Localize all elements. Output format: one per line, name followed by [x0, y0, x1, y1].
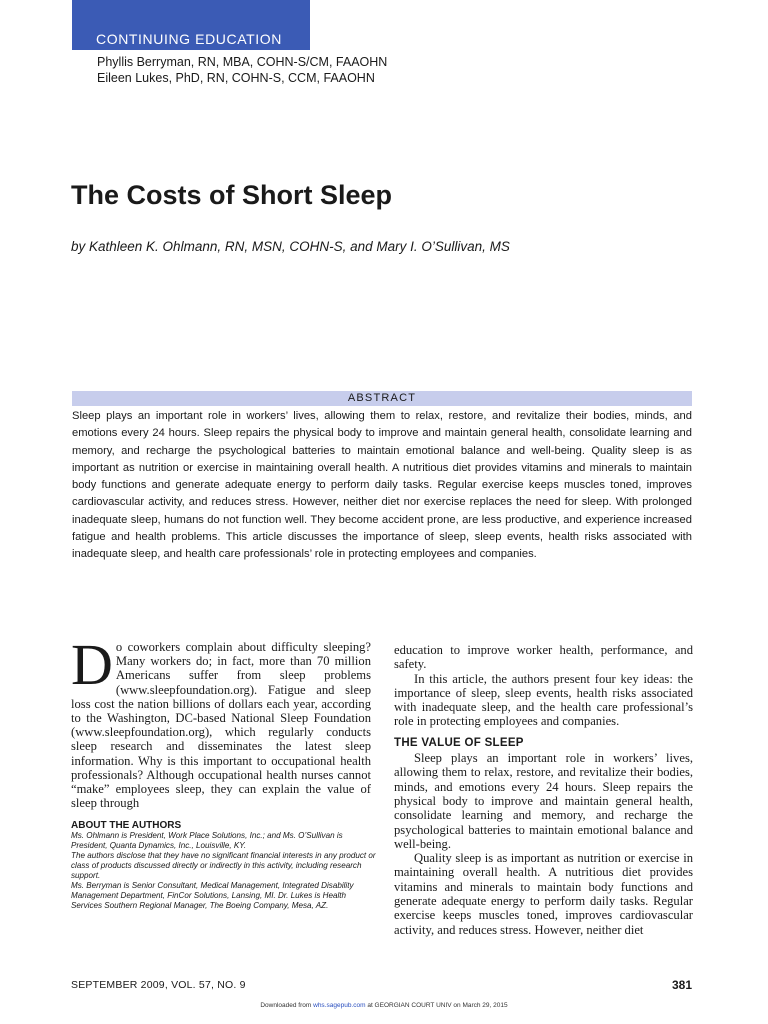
section-heading-value-of-sleep: THE VALUE OF SLEEP	[394, 736, 524, 749]
intro-paragraph: o coworkers complain about difficulty sleeping? Many workers do; in fact, more than 70 million Americans suffer from sleep problems (www.sleepfoundation.org). Fatigue and sleep loss cost the nation billions of dollars each year, according to the Washington, DC-based National Sleep Foundation (www.sleepfoundation.org), which regularly conducts sleep research and disseminates the latest sleep information. Why is this important to occupational health professionals? Although occupational health nurses cannot “make” employees sleep, they can explain the value of sleep through	[71, 640, 371, 811]
download-link[interactable]: whs.sagepub.com	[313, 1002, 366, 1009]
download-note	[0, 1002, 768, 1009]
author-note: The authors disclose that they have no significant financial interests in any product or class of products discussed directly or indirectly in this activity, including research support.	[71, 851, 376, 880]
author-note: Ms. Ohlmann is President, Work Place Solutions, Inc.; and Ms. O’Sullivan is President, Quanta Dynamics, Inc., Louisville, KY.	[71, 831, 343, 850]
download-prefix: Downloaded from	[260, 1002, 312, 1009]
section-label: CONTINUING EDUCATION	[96, 31, 282, 47]
author-note: Ms. Berryman is Senior Consultant, Medical Management, Integrated Disability Management Department, FinCor Solutions, Lansing, MI. Dr. Lukes is Health Services Southern Regional Manager, The Boeing Company, Mesa, AZ.	[71, 881, 354, 910]
abstract-text: Sleep plays an important role in workers’ lives, allowing them to relax, restore, and revitalize their bodies, minds, and emotions every 24 hours. Sleep repairs the physical body to improve and maintain general health, consolidate learning and memory, and recharge the psychological batteries to maintain emotional balance and well-being. Quality sleep is as important as nutrition or exercise in maintaining overall health. A nutritious diet provides vitamins and minerals to maintain body functions and generate adequate energy to perform daily tasks. Regular exercise keeps muscles toned, improves cardiovascular activity, and reduces stress. However, neither diet nor exercise replaces the need for sleep. With prolonged inadequate sleep, humans do not function well. They become accident prone, are less productive, and experience increased fatigue and health problems. This article discusses the importance of sleep, sleep events, health risks associated with inadequate sleep, and health care professionals’ role in protecting employees and companies.	[72, 410, 692, 561]
body-paragraph: In this article, the authors present four key ideas: the importance of sleep, sleep events, health risks associated with inadequate sleep, and the health care professional’s role in protecting employees and companies.	[394, 671, 693, 729]
article-title: The Costs of Short Sleep	[71, 180, 393, 210]
section-editor-1: Phyllis Berryman, RN, MBA, COHN-S/CM, FAAOHN	[97, 55, 388, 69]
article-byline: by Kathleen K. Ohlmann, RN, MSN, COHN-S, and Mary I. O’Sullivan, MS	[71, 239, 510, 254]
drop-cap: D	[71, 632, 113, 697]
footer-issue: SEPTEMBER 2009, VOL. 57, NO. 9	[71, 979, 246, 991]
section-editor-2: Eileen Lukes, PhD, RN, COHN-S, CCM, FAAOHN	[97, 71, 375, 85]
download-suffix: at GEORGIAN COURT UNIV on March 29, 2015	[367, 1002, 508, 1009]
body-paragraph: Sleep plays an important role in workers’ lives, allowing them to relax, restore, and revitalize their bodies, minds, and emotions every 24 hours. Sleep repairs the physical body to improve and maintain general health, consolidate learning and memory, and recharge the psychological batteries to maintain emotional balance and well-being.	[394, 751, 693, 851]
body-paragraph: education to improve worker health, performance, and safety.	[394, 643, 693, 672]
body-left-column	[71, 632, 371, 811]
page-number: 381	[671, 978, 692, 992]
about-authors-notes	[71, 831, 376, 911]
about-authors-heading: ABOUT THE AUTHORS	[71, 820, 182, 831]
abstract-label: ABSTRACT	[347, 392, 417, 404]
body-right-column	[394, 643, 693, 937]
body-paragraph: Quality sleep is as important as nutrition or exercise in maintaining overall health. A nutritious diet provides vitamins and minerals to maintain body functions and generate adequate energy to perform daily tasks. Regular exercise keeps muscles toned, improves cardiovascular activity, and reduces stress. However, neither diet	[394, 851, 693, 937]
